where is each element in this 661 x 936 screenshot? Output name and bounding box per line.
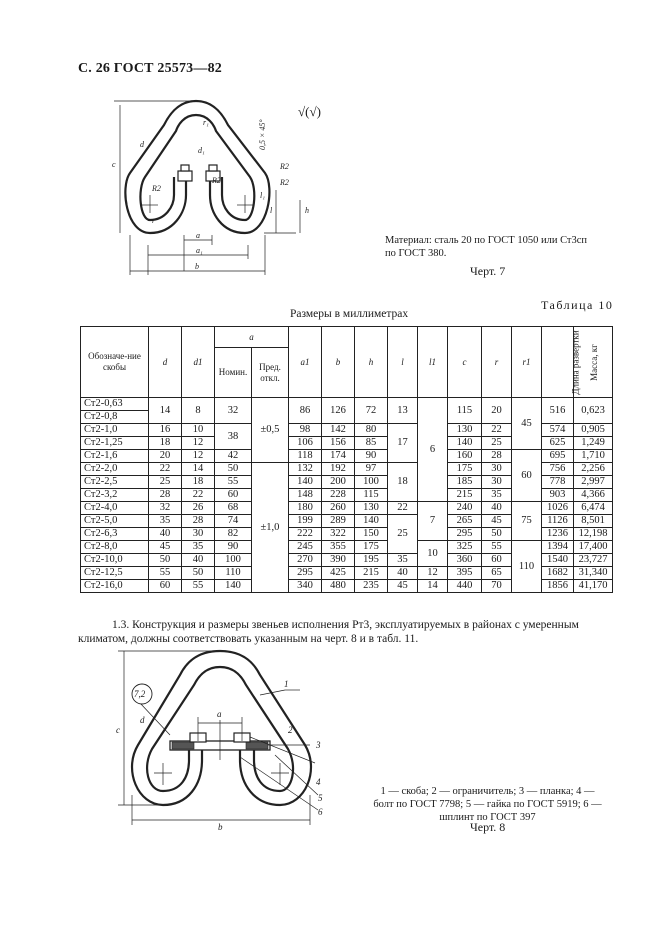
svg-text:r: r bbox=[152, 216, 156, 225]
table-title: Таблица 10 bbox=[541, 298, 614, 312]
svg-text:7,2: 7,2 bbox=[134, 689, 146, 699]
r1-75: 75 bbox=[512, 502, 542, 541]
table-row: Ст2-12,5 55 50 110 295 425 215 40 12 395 65 1682 31,340 bbox=[81, 567, 613, 580]
svg-text:0,5 × 45°: 0,5 × 45° bbox=[258, 119, 267, 150]
header-r1: r1 bbox=[512, 327, 542, 398]
header-l1: l1 bbox=[418, 327, 448, 398]
r1-45: 45 bbox=[512, 398, 542, 450]
svg-text:b: b bbox=[218, 822, 223, 830]
svg-text:3: 3 bbox=[316, 740, 321, 750]
header-c: c bbox=[448, 327, 482, 398]
header-a-nom: Номин. bbox=[215, 348, 252, 398]
header-d: d bbox=[149, 327, 182, 398]
tol-10: ±1,0 bbox=[252, 463, 289, 593]
paragraph-1-3: 1.3. Конструкция и размеры звеньев исполнения Рт3, эксплуатируемых в районах с умеренным климатом, должны соответствовать указанным на черт. 8 и в табл. 11. bbox=[78, 619, 579, 645]
svg-text:R2: R2 bbox=[280, 162, 289, 171]
figure-7-material: Материал: сталь 20 по ГОСТ 1050 или Ст3сп по ГОСТ 380. bbox=[385, 235, 588, 259]
table-row: Ст2-3,2 28 22 60 148 228 115 215 35 903 4,366 bbox=[81, 489, 613, 502]
table-row: Ст2-0,63 14 8 32 ±0,5 86 126 72 13 6 115 20 45 516 0,623 bbox=[81, 398, 613, 411]
l-25: 25 bbox=[388, 515, 418, 554]
figure-8-caption: Черт. 8 bbox=[470, 820, 506, 834]
svg-text:l: l bbox=[270, 206, 273, 215]
svg-text:6: 6 bbox=[318, 807, 323, 817]
svg-text:c: c bbox=[116, 725, 120, 735]
header-h: h bbox=[355, 327, 388, 398]
r1-110: 110 bbox=[512, 541, 542, 593]
l-18: 18 bbox=[388, 463, 418, 502]
svg-text:1: 1 bbox=[284, 679, 289, 689]
svg-text:r₁: r₁ bbox=[203, 118, 209, 127]
table-row: Ст2-6,3 40 30 82 222 322 150 295 50 1236 12,198 bbox=[81, 528, 613, 541]
header-d1: d1 bbox=[182, 327, 215, 398]
svg-text:d: d bbox=[140, 715, 145, 725]
svg-text:d₁: d₁ bbox=[198, 146, 205, 155]
l-17: 17 bbox=[388, 424, 418, 463]
figure-8-legend: 1 — скоба; 2 — ограничитель; 3 — планка; 4 — болт по ГОСТ 7798; 5 — гайка по ГОСТ 5919; 6 — шплинт по ГОСТ 397 bbox=[373, 786, 602, 823]
table-row: Ст2-5,0 35 28 74 199 289 140 25 265 45 1126 8,501 bbox=[81, 515, 613, 528]
svg-text:R2: R2 bbox=[280, 178, 289, 187]
header-a1: a1 bbox=[289, 327, 322, 398]
table-row: Ст2-8,0 45 35 90 245 355 175 10 325 55 110 1394 17,400 bbox=[81, 541, 613, 554]
l1-10: 10 bbox=[418, 541, 448, 567]
figure-8-drawing bbox=[110, 645, 340, 830]
tol-05: ±0,5 bbox=[252, 398, 289, 463]
table-row: Ст2-4,0 32 26 68 180 260 130 22 7 240 40 75 1026 6,474 bbox=[81, 502, 613, 515]
svg-text:h: h bbox=[305, 206, 309, 215]
header-r: r bbox=[482, 327, 512, 398]
table-row: Ст2-1,0 16 10 38 98 142 80 17 130 22 574 0,905 bbox=[81, 424, 613, 437]
svg-text:5: 5 bbox=[318, 793, 323, 803]
roughness-mark: √(√) bbox=[298, 104, 321, 119]
table-subtitle: Размеры в миллиметрах bbox=[290, 308, 409, 320]
svg-text:R2: R2 bbox=[152, 184, 161, 193]
figure-7-caption: Черт. 7 bbox=[470, 264, 506, 278]
page-header: С. 26 ГОСТ 25573—82 bbox=[78, 61, 222, 76]
svg-text:b: b bbox=[195, 262, 199, 271]
header-a-tol: Пред. откл. bbox=[252, 348, 289, 398]
l1-7: 7 bbox=[418, 502, 448, 541]
table-row: Ст2-2,0 22 14 50 ±1,0 132 192 97 18 175 30 756 2,256 bbox=[81, 463, 613, 476]
svg-text:R2: R2 bbox=[212, 176, 221, 185]
svg-text:2: 2 bbox=[288, 725, 293, 735]
table-row: Ст2-10,0 50 40 100 270 390 195 35 360 60 1540 23,727 bbox=[81, 554, 613, 567]
svg-text:d: d bbox=[140, 140, 144, 149]
table-row: Ст2-0,8 bbox=[81, 411, 613, 424]
svg-text:a: a bbox=[196, 231, 200, 240]
header-a: a bbox=[215, 327, 289, 348]
svg-text:a: a bbox=[217, 709, 222, 719]
header-designation: Обозначе-ние скобы bbox=[81, 327, 149, 398]
figure-7-drawing bbox=[100, 95, 340, 290]
l1-6: 6 bbox=[418, 398, 448, 502]
svg-text:l₁: l₁ bbox=[260, 191, 266, 200]
table-row: Ст2-1,6 20 12 42 118 174 90 160 28 60 695 1,710 bbox=[81, 450, 613, 463]
r1-60: 60 bbox=[512, 450, 542, 502]
svg-text:4: 4 bbox=[316, 777, 321, 787]
table-row: Ст2-16,0 60 55 140 340 480 235 45 14 440 70 1856 41,170 bbox=[81, 580, 613, 593]
header-mass: Масса, кг bbox=[574, 327, 613, 398]
svg-text:a₁: a₁ bbox=[196, 246, 203, 255]
header-length: Длина развертки bbox=[542, 327, 574, 398]
table-row: Ст2-2,5 25 18 55 140 200 100 185 30 778 2,997 bbox=[81, 476, 613, 489]
svg-text:c: c bbox=[112, 160, 116, 169]
header-l: l bbox=[388, 327, 418, 398]
header-b: b bbox=[322, 327, 355, 398]
table-row: Ст2-1,25 18 12 106 156 85 140 25 625 1,249 bbox=[81, 437, 613, 450]
dimensions-table bbox=[80, 326, 613, 593]
